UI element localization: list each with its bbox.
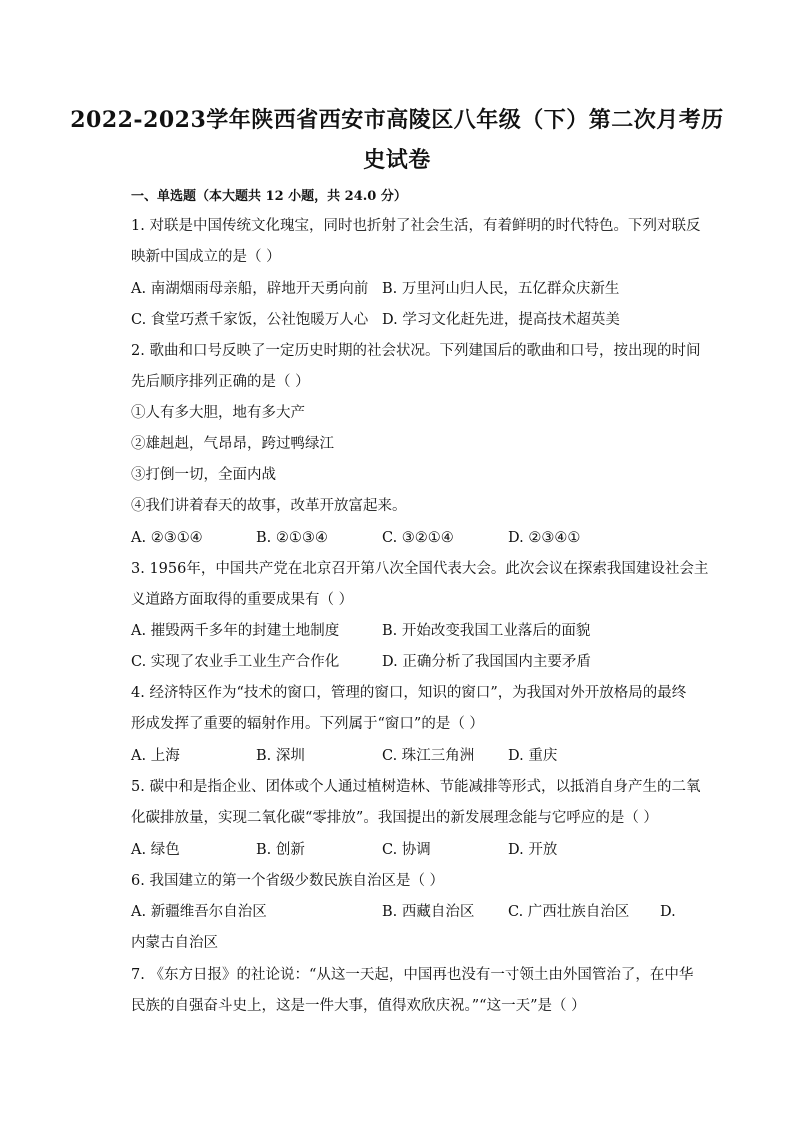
- question-1-option-d: D. 学习文化赶先进，提高技术超英美: [382, 312, 620, 328]
- title-line-2: 史试卷: [363, 147, 431, 173]
- question-6-option-a: A. 新疆维吾尔自治区: [131, 904, 267, 920]
- question-3-option-b: B. 开始改变我国工业落后的面貌: [382, 623, 591, 639]
- question-4-option-b: B. 深圳: [256, 748, 305, 764]
- question-2-option-a: A. ②③①④: [131, 530, 203, 546]
- question-3-option-a: A. 摧毁两千多年的封建土地制度: [131, 623, 340, 639]
- question-2-line-1: 2. 歌曲和口号反映了一定历史时期的社会状况。下列建国后的歌曲和口号，按出现的时间: [131, 343, 701, 359]
- question-3-line-2: 义道路方面取得的重要成果有（ ）: [131, 592, 354, 608]
- question-6-option-c: C. 广西壮族自治区: [508, 904, 630, 920]
- question-5-line-1: 5. 碳中和是指企业、团体或个人通过植树造林、节能减排等形式，以抵消自身产生的二氧: [131, 779, 701, 795]
- question-6-option-d-text: 内蒙古自治区: [131, 935, 218, 951]
- question-7-line-2: 民族的自强奋斗史上，这是一件大事，值得欢欣庆祝。”“这一天”是（ ）: [131, 998, 586, 1014]
- question-4-line-1: 4. 经济特区作为“技术的窗口，管理的窗口，知识的窗口”，为我国对外开放格局的最终: [131, 685, 687, 701]
- question-1-option-b: B. 万里河山归人民，五亿群众庆新生: [382, 281, 620, 297]
- question-3-option-c: C. 实现了农业手工业生产合作化: [131, 654, 340, 670]
- question-4-option-d: D. 重庆: [508, 748, 558, 764]
- exam-title: [60, 100, 734, 180]
- question-6-option-d-label: D.: [660, 904, 676, 920]
- question-2-item-1: ①人有多大胆，地有多大产: [131, 405, 305, 421]
- question-2-item-4: ④我们讲着春天的故事，改革开放富起来。: [131, 498, 407, 514]
- question-3-option-d: D. 正确分析了我国国内主要矛盾: [382, 654, 591, 670]
- question-1-line-1: 1. 对联是中国传统文化瑰宝，同时也折射了社会生活，有着鲜明的时代特色。下列对联反: [131, 218, 701, 234]
- question-3-line-1: 3. 1956年，中国共产党在北京召开第八次全国代表大会。此次会议在探索我国建设社会主: [131, 561, 709, 577]
- question-1-option-a: A. 南湖烟雨母亲船，辟地开天勇向前: [131, 281, 369, 297]
- question-2-option-c: C. ③②①④: [382, 530, 454, 546]
- question-2-item-2: ②雄赳赳，气昂昂，跨过鸭绿江: [131, 436, 334, 452]
- question-1-option-c: C. 食堂巧煮千家饭，公社饱暖万人心: [131, 312, 369, 328]
- question-5-option-d: D. 开放: [508, 842, 558, 858]
- question-2-line-2: 先后顺序排列正确的是（ ）: [131, 374, 310, 390]
- question-5-option-b: B. 创新: [256, 842, 305, 858]
- question-6-line-1: 6. 我国建立的第一个省级少数民族自治区是（ ）: [131, 873, 445, 889]
- section-heading: 一、单选题（本大题共 12 小题，共 24.0 分）: [131, 189, 407, 204]
- question-2-option-d: D. ②③④①: [508, 530, 581, 546]
- question-7-line-1: 7. 《东方日报》的社论说：“从这一天起，中国再也没有一寸领土由外国管治了，在中华: [131, 967, 694, 983]
- question-2-option-b: B. ②①③④: [256, 530, 328, 546]
- question-4-line-2: 形成发挥了重要的辐射作用。下列属于“窗口”的是（ ）: [131, 716, 484, 732]
- question-1-line-2: 映新中国成立的是（ ）: [131, 249, 281, 265]
- question-2-item-3: ③打倒一切，全面内战: [131, 467, 276, 483]
- title-line-1: 2022-2023学年陕西省西安市高陵区八年级（下）第二次月考历: [70, 107, 724, 133]
- question-4-option-a: A. 上海: [131, 748, 180, 764]
- question-5-line-2: 化碳排放量，实现二氧化碳“零排放”。我国提出的新发展理念能与它呼应的是（ ）: [131, 810, 658, 826]
- question-5-option-a: A. 绿色: [131, 842, 180, 858]
- question-6-option-b: B. 西藏自治区: [382, 904, 475, 920]
- question-4-option-c: C. 珠江三角洲: [382, 748, 475, 764]
- question-5-option-c: C. 协调: [382, 842, 431, 858]
